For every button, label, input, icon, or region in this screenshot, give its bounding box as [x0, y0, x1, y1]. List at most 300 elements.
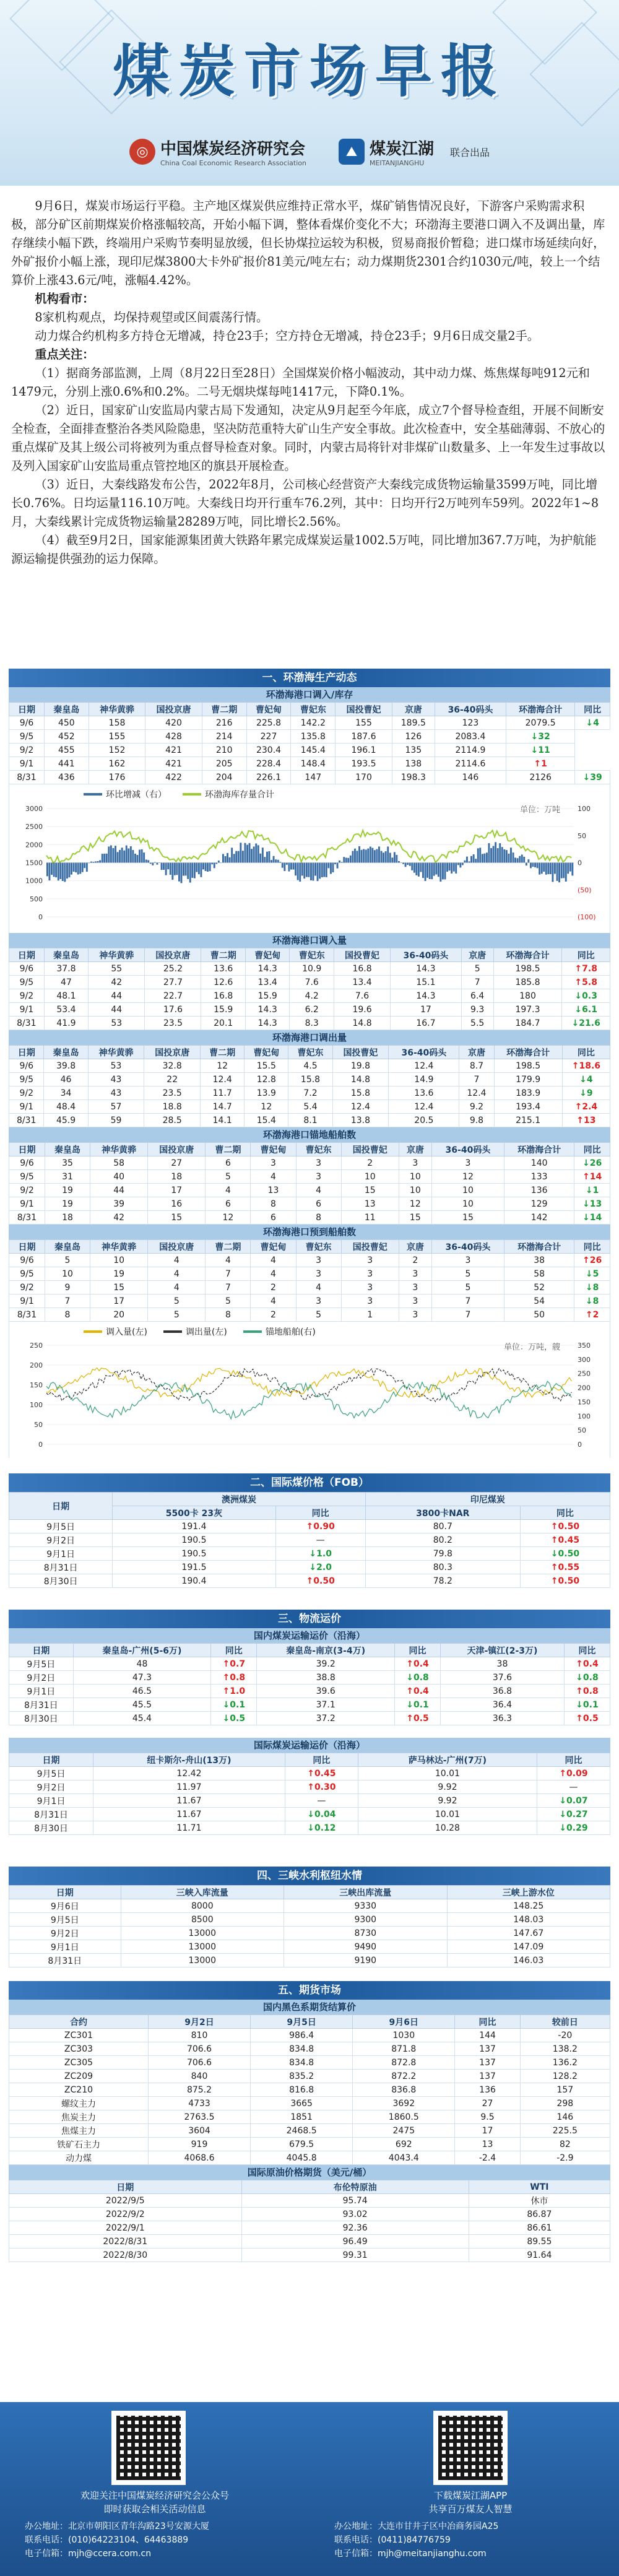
bar-change [73, 863, 75, 872]
table-cell: ↑0.90 [275, 1520, 365, 1533]
table-cell: ↑1 [506, 757, 575, 771]
table-cell: 129 [504, 1197, 574, 1211]
table-row [9, 1899, 610, 1913]
table-cell: 11 [341, 1211, 399, 1225]
bar-change [286, 863, 288, 865]
bar-change [499, 843, 501, 863]
mtjh-name: 煤炭江湖 [369, 140, 434, 158]
bar-change [508, 854, 510, 863]
table-cell: ZC305 [9, 2056, 149, 2070]
table-cell: 13.4 [245, 976, 290, 989]
table-cell: 36.3 [441, 1712, 565, 1725]
bar-change [314, 863, 316, 876]
table-row [9, 1059, 610, 1073]
y-tick-label: 250 [30, 1342, 43, 1350]
bar-change [357, 851, 358, 862]
table-cell: 9/2 [9, 1086, 44, 1100]
bar-change [126, 846, 128, 863]
table-cell: ↑0.30 [285, 1780, 358, 1794]
bar-change [301, 863, 303, 876]
bar-change [259, 854, 261, 863]
column-header: 日期 [9, 703, 45, 716]
table-cell: ↓21.6 [562, 1017, 610, 1030]
table-row [9, 1254, 610, 1267]
column-header: 神华黄骅 [89, 948, 145, 962]
table-cell: 45.5 [73, 1698, 211, 1712]
column-header: 36-40码头 [389, 1046, 459, 1059]
bar-change [77, 863, 79, 875]
bar-change [469, 861, 470, 862]
table-cell: -2.9 [520, 2151, 610, 2165]
table-cell: 135 [392, 744, 435, 757]
table-cell: 13 [341, 1197, 399, 1211]
table-cell: 16.7 [391, 1017, 462, 1030]
ccera-name: 中国煤炭经济研究会 [160, 140, 306, 158]
y-tick-label: 50 [34, 1421, 43, 1429]
table-cell: 197.3 [493, 1003, 562, 1017]
table-cell: 4733 [148, 2097, 250, 2110]
table-cell: 80.2 [365, 1533, 520, 1547]
bar-change [451, 863, 452, 874]
table-cell: ↓4 [575, 716, 610, 730]
bar-change [119, 850, 121, 863]
y-tick-label-right: 50 [578, 1426, 586, 1435]
table-cell: 7 [206, 1281, 251, 1295]
table-cell: 13.8 [332, 1114, 389, 1127]
table-cell: 706.6 [148, 2042, 250, 2056]
bar-change [534, 863, 536, 867]
qr-caption-ccera: 欢迎关注中国煤炭经济研究会公众号 即时获取会相关活动信息 [80, 2490, 229, 2515]
column-header: 神华黄骅 [89, 703, 145, 716]
table-cell: 871.8 [353, 2042, 455, 2056]
table-cell: 8/31 [9, 1114, 44, 1127]
table-cell: 7 [459, 1073, 494, 1086]
bar-change [235, 851, 237, 863]
column-header: 36-40码头 [431, 1240, 504, 1254]
contact-line: 办公地址：北京市朝阳区青年沟路23号安源大厦 [25, 2522, 209, 2531]
bar-change [183, 863, 184, 876]
bar-change [361, 850, 363, 863]
table-cell: 204 [202, 771, 246, 784]
table-cell: -20 [520, 2029, 610, 2042]
table-cell: ↑13 [562, 1114, 610, 1127]
column-header: 同比 [394, 1644, 440, 1657]
table-cell: 9/5 [9, 730, 45, 744]
table-cell: 16.8 [334, 962, 390, 976]
table-cell: 8000 [121, 1899, 284, 1913]
table-cell: 3 [399, 1308, 431, 1322]
table-cell: 12 [431, 1170, 504, 1184]
table-cell: 452 [44, 730, 89, 744]
table-cell: 872.2 [353, 2070, 455, 2083]
bar-change [242, 851, 244, 862]
table-cell: 59 [88, 1114, 144, 1127]
bar-change [214, 863, 215, 869]
table-cell: 7.2 [288, 1086, 332, 1100]
y-tick-label-right: 100 [578, 805, 591, 813]
table-cell: 27.7 [145, 976, 201, 989]
table-cell: 14.3 [391, 989, 462, 1003]
bar-change [145, 860, 147, 863]
contact-line: 联系电话：(010)64223104、64463889 [25, 2535, 189, 2545]
table-row [9, 1574, 610, 1588]
table-header-row [9, 2180, 610, 2194]
table-cell: ↓0.1 [394, 1698, 440, 1712]
bar-change [327, 863, 329, 869]
table-row [9, 1533, 610, 1547]
table-header-row [9, 2015, 610, 2029]
table-cell: 9/1 [9, 757, 45, 771]
table-cell: ↑0.45 [520, 1533, 610, 1547]
table-cell: 1 [341, 1308, 399, 1322]
table-cell: 214 [202, 730, 246, 744]
section-futures [9, 1981, 610, 2262]
table-cell: ↑0.5 [394, 1712, 440, 1725]
bar-change [358, 846, 360, 863]
table-cell: ↓0.04 [285, 1808, 358, 1821]
column-header: 曹二期 [201, 948, 246, 962]
bar-change [59, 863, 61, 879]
table-cell: 13.9 [245, 1086, 288, 1100]
table-cell: 11.71 [93, 1821, 285, 1835]
table-cell: 11.7 [201, 1086, 245, 1100]
table-cell: 8/31 [9, 1211, 45, 1225]
y-tick-label-right: 0 [578, 1441, 582, 1449]
table-cell: 44 [90, 1184, 148, 1197]
bar-change [89, 863, 90, 864]
table-title: 国内煤炭运输运价（沿海） [9, 1628, 610, 1643]
table-cell: — [537, 1780, 610, 1794]
table-cell: 4.2 [290, 989, 334, 1003]
table-cell: 19.8 [332, 1059, 389, 1073]
bar-change [130, 846, 132, 863]
table-cell: 4043.4 [353, 2151, 455, 2165]
bar-change [132, 850, 134, 863]
column-header: 国投京唐 [148, 1240, 206, 1254]
table-header-row [9, 1493, 610, 1506]
table-cell: 2022/9/2 [9, 2208, 242, 2221]
table-title: 环渤海港口调入量 [9, 933, 610, 948]
bar-change [371, 848, 373, 863]
table-cell: 225.5 [520, 2124, 610, 2138]
table-row [9, 1308, 610, 1322]
table-cell: 15 [341, 1184, 399, 1197]
bar-change [425, 863, 426, 882]
para-focus-2: （2）近日，国家矿山安监局内蒙古局下发通知，决定从9月起至今年底，成立7个督导检查组，开展不间断安全检查，全面排查整治各类风险隐患，坚决防范重特大矿山生产安全事故。此次检查中，安全基础薄弱、不放心的重点煤矿及其上级公司将被列为重点督导检查对象。同时，内蒙古局将针对非煤矿山数量多、上一年发生过事故以及列入国家矿山安监局重点管控地区的旗县开展检查。 [11, 403, 605, 473]
y-tick-label: 2000 [25, 841, 43, 849]
column-header: 布伦特原油 [241, 2180, 469, 2194]
table-row [9, 757, 610, 771]
column-header: 较前日 [520, 2015, 610, 2029]
table-cell: 10 [45, 1267, 90, 1281]
table-cell: 12.4 [459, 1086, 494, 1100]
chart-legend [84, 1325, 316, 1338]
table-cell: 41.9 [44, 1017, 89, 1030]
bar-change [220, 863, 222, 864]
table-cell: 23.5 [145, 1017, 201, 1030]
table-cell: 10.01 [358, 1767, 537, 1780]
table-cell: 47 [44, 976, 89, 989]
table-cell: 13000 [121, 1940, 284, 1954]
qr-code-mtjh[interactable] [433, 2411, 508, 2485]
table-cell: 7.6 [334, 989, 390, 1003]
table-cell: 7 [461, 976, 493, 989]
bar-change [277, 860, 279, 863]
table-cell: 2022/8/30 [9, 2249, 242, 2262]
table-cell: 8/31 [9, 1308, 45, 1322]
y-tick-label: 1000 [25, 877, 43, 885]
table-row [9, 962, 610, 976]
table-cell: 53 [89, 1017, 145, 1030]
table-cell: 27 [148, 1156, 206, 1170]
bar-change [306, 863, 308, 877]
bar-change [422, 863, 424, 878]
table-anchored-ships [9, 1142, 610, 1225]
bar-change [103, 854, 105, 863]
bar-change [161, 863, 163, 870]
column-header: 萨马林达-广州(7万) [358, 1753, 537, 1767]
column-header: 神华黄骅 [90, 1143, 148, 1156]
column-header: 曹妃东 [296, 1240, 341, 1254]
para-summary: 9月6日，煤炭市场运行平稳。主产地区煤炭供应维持正常水平，煤矿销售情况良好，下游客户采购需求积极，部分矿区前期煤炭价格涨幅较高，开始小幅下调，整体看煤价变化不大；环渤海主要港口调入不及调出量，库存继续小幅下跌，终端用户采购节奏明显放缓，但长协煤拉运较为积极，贸易商报价暂稳；进口煤市场延续向好，外矿报价小幅上涨，现印尼煤3800大卡外矿报价81美元/吨左右；动力煤期货2301合约1030元/吨，较上一个结算价上涨43.6元/吨，涨幅4.42%。 [11, 199, 605, 287]
column-header: 秦皇岛 [44, 703, 89, 716]
table-cell: 137 [455, 2042, 520, 2056]
y-tick-label: 0 [38, 913, 43, 921]
table-row [9, 2249, 610, 2262]
table-cell: 12.4 [389, 1100, 459, 1114]
bar-change [545, 863, 547, 875]
column-header: 纽卡斯尔-舟山(13万) [93, 1753, 285, 1767]
table-cell: 9/1 [9, 1100, 44, 1114]
contact-ccera [25, 2520, 209, 2561]
table-cell: 191.4 [113, 1520, 275, 1533]
table-cell: 13 [455, 2138, 520, 2151]
table-cell: 145.4 [291, 744, 335, 757]
bar-change [558, 863, 560, 883]
table-cell: 7 [45, 1295, 90, 1308]
bar-change [532, 863, 534, 867]
table-row [9, 2083, 610, 2097]
table-row [9, 2110, 610, 2124]
table-cell: 9/5 [9, 1073, 44, 1086]
table-cell: 14.3 [245, 1017, 290, 1030]
bar-change [227, 853, 228, 863]
bar-change [178, 863, 180, 882]
table-cell: 450 [44, 716, 89, 730]
table-cell: 6 [206, 1197, 251, 1211]
table-cell: 15 [90, 1281, 148, 1295]
table-cell: 196.1 [335, 744, 392, 757]
bar-change [90, 862, 92, 863]
table-cell: 15.1 [391, 976, 462, 989]
table-row [9, 1657, 610, 1671]
bar-change [290, 863, 292, 870]
table-cell: 9月2日 [9, 1927, 121, 1940]
table-inventory [9, 702, 610, 784]
bar-change [123, 851, 125, 863]
table-cell: 9/5 [9, 1267, 45, 1281]
table-cell: 4 [251, 1170, 296, 1184]
bar-change [462, 863, 464, 865]
table-cell: 93.02 [241, 2208, 469, 2221]
bar-change [86, 863, 88, 872]
column-header: 日期 [9, 948, 45, 962]
table-cell: 47.3 [73, 1671, 211, 1685]
column-header: 神华黄骅 [88, 1046, 144, 1059]
table-cell: 137 [455, 2056, 520, 2070]
table-cell: 9月1日 [9, 1940, 121, 1954]
logo-row [0, 136, 619, 167]
column-header: 3800卡NAR [365, 1506, 520, 1520]
legend-item: 环渤海库存量合计 [183, 788, 274, 800]
table-cell: 137 [455, 2070, 520, 2083]
table-cell: 5 [148, 1308, 206, 1322]
bar-change [446, 863, 448, 872]
bar-change [82, 863, 84, 872]
bar-change [191, 863, 193, 878]
bar-change [128, 849, 129, 863]
table-row [9, 1295, 610, 1308]
table-title: 环渤海港口预到船舶数 [9, 1225, 610, 1239]
bar-change [154, 862, 156, 863]
table-title: 国际原油价格期货（美元/桶） [9, 2165, 610, 2180]
table-cell: 8 [251, 1197, 296, 1211]
table-cell: 230.4 [246, 744, 291, 757]
bar-change [271, 860, 272, 862]
qr-code-ccera[interactable] [111, 2411, 186, 2485]
table-cell: 45.4 [73, 1712, 211, 1725]
bar-change [326, 863, 327, 877]
contact-line: 联系电话：(0411)84776759 [334, 2535, 451, 2545]
table-cell: 螺纹主力 [9, 2097, 149, 2110]
table-cell: 9.92 [358, 1794, 537, 1808]
table-row [9, 1156, 610, 1170]
y-tick-label-right: 100 [578, 1412, 591, 1421]
bar-change [75, 863, 77, 873]
bar-change [174, 863, 176, 875]
bar-change [376, 849, 378, 863]
table-cell: ↑0.50 [275, 1574, 365, 1588]
bar-change [245, 843, 246, 863]
bar-change [385, 851, 387, 863]
table-row [9, 1685, 610, 1698]
table-cell: ↓11 [506, 744, 575, 757]
table-cell: 148.25 [447, 1899, 610, 1913]
table-row [9, 1114, 610, 1127]
section-bohai [9, 669, 610, 1458]
table-cell: 4 [148, 1254, 206, 1267]
column-header: 日期 [9, 1493, 113, 1520]
contact-line: 电子信箱：mjh@ccera.com.cn [25, 2549, 152, 2559]
table-row [9, 2124, 610, 2138]
column-header: 国投京唐 [148, 1143, 206, 1156]
bar-change [363, 849, 365, 863]
table-cell: 3 [341, 1254, 399, 1267]
table-cell: ↓9 [562, 1086, 610, 1100]
table-cell: 5 [206, 1295, 251, 1308]
table-cell: 13.4 [334, 976, 390, 989]
table-cell: 9月5日 [9, 1657, 74, 1671]
table-cell: ↑0.50 [520, 1520, 610, 1533]
table-cell: 836.8 [353, 2083, 455, 2097]
table-row [9, 2029, 610, 2042]
column-header: 环渤海合计 [506, 703, 575, 716]
bar-change [215, 863, 217, 864]
table-cell: 16 [148, 1197, 206, 1211]
mtjh-logo [339, 136, 434, 167]
legend-item: 调出量(左) [163, 1325, 227, 1338]
table-cell: 421 [145, 757, 202, 771]
table-cell: 5 [431, 1281, 504, 1295]
table-cell: 10.9 [290, 962, 334, 976]
series-line-ships [46, 1381, 571, 1419]
table-cell: ↓39 [575, 771, 610, 784]
contact-line: 电子信箱：mjh@meitanjianghu.com [334, 2549, 487, 2559]
table-cell: 135.8 [291, 730, 335, 744]
bar-change [97, 861, 99, 863]
table-cell: ↑18.6 [562, 1059, 610, 1073]
table-cell: 8月31日 [9, 1954, 121, 1967]
table-cell: ↑0.45 [285, 1767, 358, 1780]
table-row [9, 1197, 610, 1211]
bar-change [121, 848, 123, 862]
table-cell: 37.8 [44, 962, 89, 976]
table-header-row [9, 1644, 610, 1657]
table-cell: 3 [431, 1156, 504, 1170]
bar-change [249, 843, 251, 863]
bar-change [99, 861, 101, 863]
bar-change [526, 863, 527, 866]
table-cell: 5 [296, 1308, 341, 1322]
column-header: 同比 [537, 1753, 610, 1767]
table-cell: 4068.6 [148, 2151, 250, 2165]
bar-change [158, 862, 160, 863]
bar-change [176, 863, 178, 875]
y-tick-label: 100 [30, 1401, 43, 1409]
bar-change [493, 846, 495, 863]
bar-change [310, 863, 312, 881]
table-cell: 15.9 [201, 1003, 246, 1017]
table-cell: 3 [296, 1295, 341, 1308]
table-cell: 2468.5 [251, 2124, 353, 2138]
bar-change [313, 863, 314, 881]
table-cell: 39 [90, 1197, 148, 1211]
table-row [9, 1940, 610, 1954]
table-cell: 138.2 [520, 2042, 610, 2056]
table-row [9, 716, 610, 730]
table-cell: 2079.5 [506, 716, 575, 730]
table-cell: — [275, 1533, 365, 1547]
table-cell: 3 [341, 1281, 399, 1295]
bar-change [367, 849, 369, 863]
table-cell: 157 [520, 2083, 610, 2097]
column-header: 环渤海合计 [493, 948, 562, 962]
table-cell: 140 [504, 1156, 574, 1170]
table-cell: 142 [504, 1211, 574, 1225]
table-cell: 4 [148, 1267, 206, 1281]
ccera-en: China Coal Economic Research Association [160, 159, 306, 167]
table-cell: 9.8 [459, 1114, 494, 1127]
table-cell: 2022/9/1 [9, 2221, 242, 2235]
table-cell: 15.4 [245, 1114, 288, 1127]
bar-change [400, 863, 402, 864]
table-cell: ↓4 [562, 1073, 610, 1086]
bar-change [152, 863, 154, 865]
bar-change [490, 848, 492, 863]
table-cell: 138 [392, 757, 435, 771]
table-cell: 31 [45, 1170, 90, 1184]
table-cell: 39.2 [257, 1657, 395, 1671]
